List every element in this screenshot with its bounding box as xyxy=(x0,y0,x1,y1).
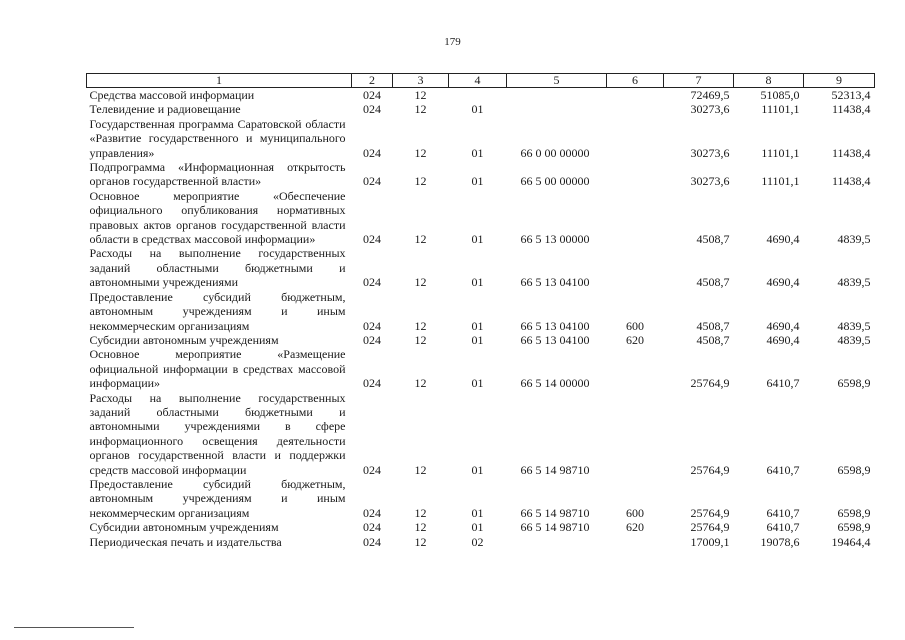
row-col-6: 620 xyxy=(626,520,644,535)
row-col-6 xyxy=(607,391,664,477)
budget-table xyxy=(86,73,875,549)
row-col-8: 4690,4 xyxy=(766,275,800,290)
header-col-3: 3 xyxy=(393,74,449,88)
row-col-3: 12 xyxy=(414,505,427,520)
row-col-7: 25764,9 xyxy=(690,376,730,391)
header-col-5: 5 xyxy=(507,74,607,88)
row-col-4: 02 xyxy=(471,534,484,549)
header-col-1: 1 xyxy=(87,74,352,88)
table-row xyxy=(87,88,875,103)
row-name: Телевидение и радиовещание xyxy=(89,102,241,117)
row-col-7: 4508,7 xyxy=(696,232,730,247)
row-col-3: 12 xyxy=(414,318,427,333)
row-col-8: 51085,0 xyxy=(760,88,800,102)
table-row xyxy=(87,347,875,390)
row-col-2: 024 xyxy=(363,520,381,535)
header-row xyxy=(87,74,875,88)
row-name: Предоставление субсидий бюджетным, автономным учреждениям и иным некоммерческим организациям xyxy=(89,289,346,333)
row-col-2: 024 xyxy=(363,232,381,247)
page-number: 179 xyxy=(444,36,461,48)
row-name: Государственная программа Саратовской области «Развитие государственного и муниципального управления» xyxy=(89,116,346,160)
row-col-5: 66 0 00 00000 xyxy=(520,145,590,160)
row-col-5: 66 5 14 00000 xyxy=(520,376,590,391)
row-col-5: 66 5 14 98710 xyxy=(520,505,590,520)
table-row xyxy=(87,102,875,116)
row-col-4: 01 xyxy=(471,275,484,290)
row-col-7: 25764,9 xyxy=(690,505,730,520)
table-row xyxy=(87,290,875,333)
row-col-3: 12 xyxy=(414,376,427,391)
row-name: Периодическая печать и издательства xyxy=(89,534,282,549)
row-col-7: 17009,1 xyxy=(690,534,730,549)
row-col-8: 6410,7 xyxy=(766,376,800,391)
row-col-6 xyxy=(607,347,664,390)
row-col-2: 024 xyxy=(363,332,381,347)
row-col-4: 01 xyxy=(471,520,484,535)
row-col-2: 024 xyxy=(363,376,381,391)
row-col-4: 01 xyxy=(471,376,484,391)
row-col-4: 01 xyxy=(471,462,484,477)
row-col-8: 6410,7 xyxy=(766,462,800,477)
row-col-9: 19464,4 xyxy=(831,534,871,549)
row-col-4: 01 xyxy=(471,505,484,520)
row-name: Основное мероприятие «Обеспечение официального опубликования нормативных правовых актов органов государственной власти области в средствах массовой информации» xyxy=(89,188,346,247)
table-row xyxy=(87,189,875,247)
row-col-3: 12 xyxy=(414,88,427,102)
row-col-5: 66 5 13 04100 xyxy=(520,318,590,333)
header-col-9: 9 xyxy=(804,74,875,88)
row-col-8: 19078,6 xyxy=(760,534,800,549)
row-col-7: 25764,9 xyxy=(690,520,730,535)
table-row xyxy=(87,160,875,189)
row-col-4: 01 xyxy=(471,318,484,333)
row-col-9: 6598,9 xyxy=(837,520,871,535)
row-name: Субсидии автономным учреждениям xyxy=(89,332,279,347)
row-col-7: 4508,7 xyxy=(696,275,730,290)
row-col-3: 12 xyxy=(414,145,427,160)
row-col-3: 12 xyxy=(414,232,427,247)
row-col-9: 4839,5 xyxy=(837,232,871,247)
row-col-5 xyxy=(507,102,607,116)
row-col-8: 4690,4 xyxy=(766,332,800,347)
row-col-2: 024 xyxy=(363,275,381,290)
row-col-8: 11101,1 xyxy=(761,102,800,117)
row-col-8: 6410,7 xyxy=(766,505,800,520)
row-col-9: 6598,9 xyxy=(837,462,871,477)
row-col-9: 52313,4 xyxy=(831,88,871,102)
row-name: Субсидии автономным учреждениям xyxy=(89,520,279,535)
row-col-3: 12 xyxy=(414,534,427,549)
row-col-4: 01 xyxy=(471,332,484,347)
row-col-5: 66 5 13 00000 xyxy=(520,232,590,247)
row-name: Расходы на выполнение государственных заданий областными бюджетными и автономными учреждениями xyxy=(89,246,346,290)
row-col-3: 12 xyxy=(414,462,427,477)
header-col-2: 2 xyxy=(352,74,393,88)
row-col-4 xyxy=(449,88,507,103)
row-col-2: 024 xyxy=(363,505,381,520)
row-col-6 xyxy=(607,246,664,289)
row-col-7: 25764,9 xyxy=(690,462,730,477)
row-col-7: 72469,5 xyxy=(690,88,730,102)
row-col-5: 66 5 00 00000 xyxy=(520,174,590,189)
row-col-9: 4839,5 xyxy=(837,332,871,347)
row-col-9: 4839,5 xyxy=(837,318,871,333)
row-col-6 xyxy=(607,535,664,549)
row-col-5: 66 5 13 04100 xyxy=(520,332,590,347)
row-col-5: 66 5 14 98710 xyxy=(520,520,590,535)
row-col-4: 01 xyxy=(471,232,484,247)
row-col-5 xyxy=(507,535,607,549)
row-col-8: 11101,1 xyxy=(761,145,800,160)
row-col-9: 4839,5 xyxy=(837,275,871,290)
row-col-4: 01 xyxy=(471,174,484,189)
row-name: Расходы на выполнение государственных заданий областными бюджетными и автономными учреждениями в сфере информационного освещения деятельности органов государственной власти и поддержки средств массовой информации xyxy=(89,390,346,477)
table-row xyxy=(87,520,875,534)
row-col-9: 11438,4 xyxy=(831,102,871,117)
table-row xyxy=(87,246,875,289)
row-col-2: 024 xyxy=(363,318,381,333)
row-name: Подпрограмма «Информационная открытость органов государственной власти» xyxy=(89,160,346,189)
row-name: Основное мероприятие «Размещение официальной информации в средствах массовой информации» xyxy=(89,347,346,391)
row-col-2: 024 xyxy=(363,462,381,477)
row-col-6 xyxy=(607,160,664,189)
row-col-7: 4508,7 xyxy=(696,332,730,347)
row-col-8: 6410,7 xyxy=(766,520,800,535)
row-col-2: 024 xyxy=(363,534,381,549)
row-col-3: 12 xyxy=(414,102,427,117)
row-name: Средства массовой информации xyxy=(89,88,255,102)
row-col-6 xyxy=(607,189,664,247)
row-col-5: 66 5 14 98710 xyxy=(520,462,590,477)
row-col-3: 12 xyxy=(414,520,427,535)
row-col-7: 30273,6 xyxy=(690,102,730,117)
table-body xyxy=(87,88,875,550)
row-col-2: 024 xyxy=(363,145,381,160)
row-col-5 xyxy=(507,88,607,103)
row-col-7: 30273,6 xyxy=(690,145,730,160)
row-col-2: 024 xyxy=(363,88,381,102)
row-col-2: 024 xyxy=(363,102,381,117)
row-col-9: 11438,4 xyxy=(831,145,871,160)
header-col-6: 6 xyxy=(607,74,664,88)
table-row xyxy=(87,333,875,347)
row-col-4: 01 xyxy=(471,102,484,117)
table-row xyxy=(87,391,875,477)
table-row xyxy=(87,535,875,549)
row-col-3: 12 xyxy=(414,174,427,189)
row-col-6 xyxy=(607,102,664,116)
footer-divider xyxy=(14,627,134,628)
table-header xyxy=(87,74,875,88)
row-col-8: 4690,4 xyxy=(766,232,800,247)
row-col-9: 11438,4 xyxy=(831,174,871,189)
row-col-7: 4508,7 xyxy=(696,318,730,333)
row-col-8: 11101,1 xyxy=(761,174,800,189)
row-col-6 xyxy=(607,88,664,103)
row-col-9: 6598,9 xyxy=(837,376,871,391)
table-row xyxy=(87,117,875,160)
row-col-4: 01 xyxy=(471,145,484,160)
row-col-6: 600 xyxy=(626,505,644,520)
header-col-7: 7 xyxy=(664,74,734,88)
row-col-3: 12 xyxy=(414,275,427,290)
row-col-3: 12 xyxy=(414,332,427,347)
row-name: Предоставление субсидий бюджетным, автономным учреждениям и иным некоммерческим организациям xyxy=(89,476,346,520)
header-col-4: 4 xyxy=(449,74,507,88)
row-col-6 xyxy=(607,117,664,160)
row-col-2: 024 xyxy=(363,174,381,189)
table-row xyxy=(87,477,875,520)
row-col-6: 620 xyxy=(626,332,644,347)
row-col-9: 6598,9 xyxy=(837,505,871,520)
header-col-8: 8 xyxy=(734,74,804,88)
row-col-8: 4690,4 xyxy=(766,318,800,333)
row-col-5: 66 5 13 04100 xyxy=(520,275,590,290)
row-col-6: 600 xyxy=(626,318,644,333)
row-col-7: 30273,6 xyxy=(690,174,730,189)
